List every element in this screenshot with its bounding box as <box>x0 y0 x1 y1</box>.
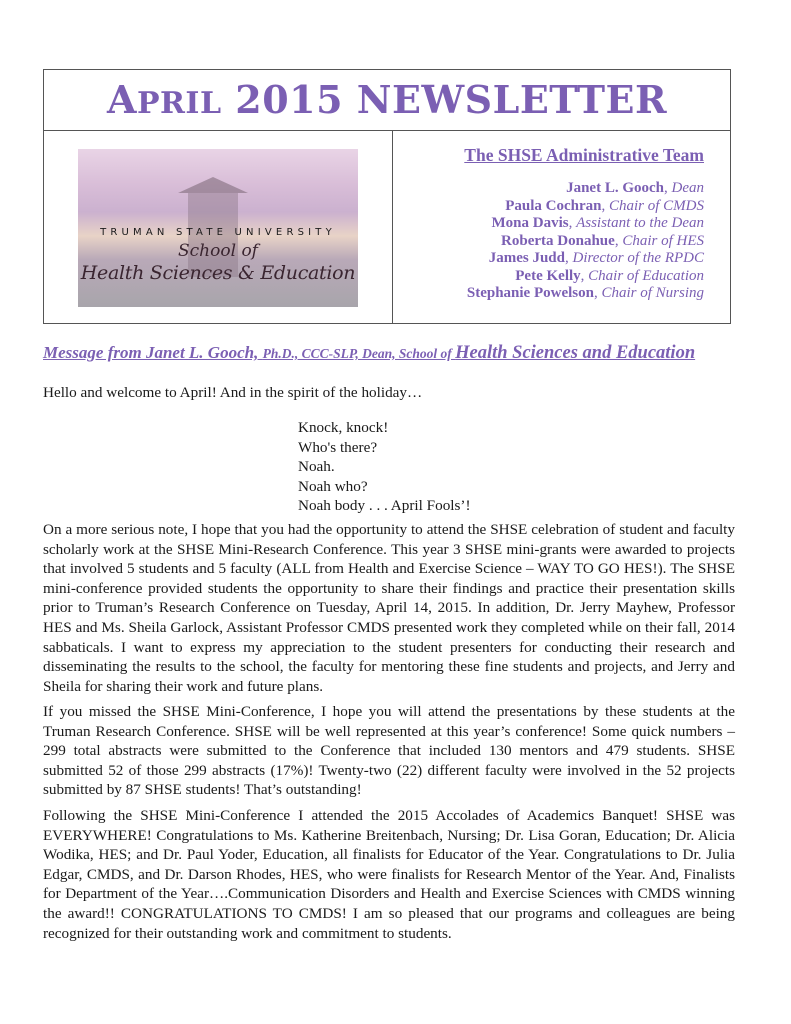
knock-knock-joke <box>298 418 471 516</box>
joke-line: Knock, knock! <box>298 419 389 436</box>
title-initial: A <box>106 77 137 122</box>
admin-team-heading: The SHSE Administrative Team <box>464 145 704 165</box>
paragraph-accolades-banquet: Following the SHSE Mini-Conference I attended the 2015 Accolades of Academics Banquet! SHSE was EVERYWHERE! Congratulations to Ms. Katherine Breitenbach, Nursing; Dr. Lisa Goran, Education; Dr. Alicia Wodika, HES; and Dr. Paul Yoder, Education, all finalists for Educator of the Year. Congratulations to Dr. Julia Edgar, CMDS, and Dr. Darson Rhodes, HES, who were finalists for Research Mentor of the Year. And, Finalists for Department of the Year….Communication Disorders and Health and Exercise Sciences with CMDS winning the award!! CONGRATULATIONS TO CMDS! I am so pleased that our programs and colleagues are being recognized for their outstanding work and commitment to students. <box>43 807 735 942</box>
header-lower <box>44 131 730 324</box>
title-row <box>44 70 730 131</box>
newsletter-title <box>106 77 668 122</box>
team-member: Stephanie Powelson, Chair of Nursing <box>466 285 704 301</box>
joke-line: Noah body . . . April Fools’! <box>298 497 471 514</box>
team-member: Paula Cochran, Chair of CMDS <box>505 197 704 214</box>
title-month-rest: PRIL <box>136 86 222 121</box>
admin-team-cell <box>393 131 730 324</box>
team-member: James Judd, Director of the RPDC <box>488 250 704 266</box>
joke-line: Noah who? <box>298 477 368 495</box>
team-member: Roberta Donahue, Chair of HES <box>501 232 704 249</box>
logo-school-line2: Health Sciences & Education <box>80 261 356 284</box>
school-logo-image <box>78 149 358 307</box>
newsletter-header-box <box>43 69 731 324</box>
joke-line: Noah. <box>298 458 335 475</box>
logo-university-name: TRUMAN STATE UNIVERSITY <box>100 226 336 238</box>
logo-school-line1: School of <box>178 240 258 261</box>
paragraph-mini-conference: On a more serious note, I hope that you had the opportunity to attend the SHSE celebration of student and faculty scholarly work at the SHSE Mini-Research Conference. This year 3 SHSE mini-grants were awarded to projects that involved 5 students and 5 faculty (ALL from Health and Exercise Science – WAY TO GO HES!). The SHSE mini-conference provided students the opportunity to share their findings and practice their presentation skills prior to Truman’s Research Conference on Tuesday, April 14, 2015. In addition, Dr. Jerry Mayhew, Professor HES and Ms. Sheila Garlock, Assistant Professor CMDS presented work they completed while on their fall, 2014 sabbaticals. I want to express my appreciation to the student presenters for conducting their research and disseminating the results to the school, the faculty for mentoring these fine students and projects, and Jerry and Sheila for sharing their work and future plans. <box>43 521 735 695</box>
team-member: Janet L. Gooch, Dean <box>566 180 704 196</box>
joke-line: Who's there? <box>298 438 378 456</box>
title-year-newsletter: 2015 NEWSLETTER <box>235 77 668 122</box>
logo-cell <box>44 131 393 324</box>
message-heading: Message from Janet L. Gooch, Ph.D., CCC-SLP, Dean, School of Health Sciences and Education <box>43 343 696 363</box>
team-member: Pete Kelly, Chair of Education <box>515 267 704 284</box>
team-member: Mona Davis, Assistant to the Dean <box>491 215 704 231</box>
paragraph-research-conference: If you missed the SHSE Mini-Conference, I hope you will attend the presentations by these students at the Truman Research Conference. SHSE will be well represented at this year’s conference! Some quick numbers – 299 total abstracts were submitted to the Conference that included 130 mentors and 479 students. SHSE submitted 52 of those 299 abstracts (17%)! Twenty-two (22) different faculty were involved in the 52 projects submitted by 87 SHSE students! That’s outstanding! <box>43 703 735 799</box>
greeting-text: Hello and welcome to April! And in the spirit of the holiday… <box>43 384 423 401</box>
